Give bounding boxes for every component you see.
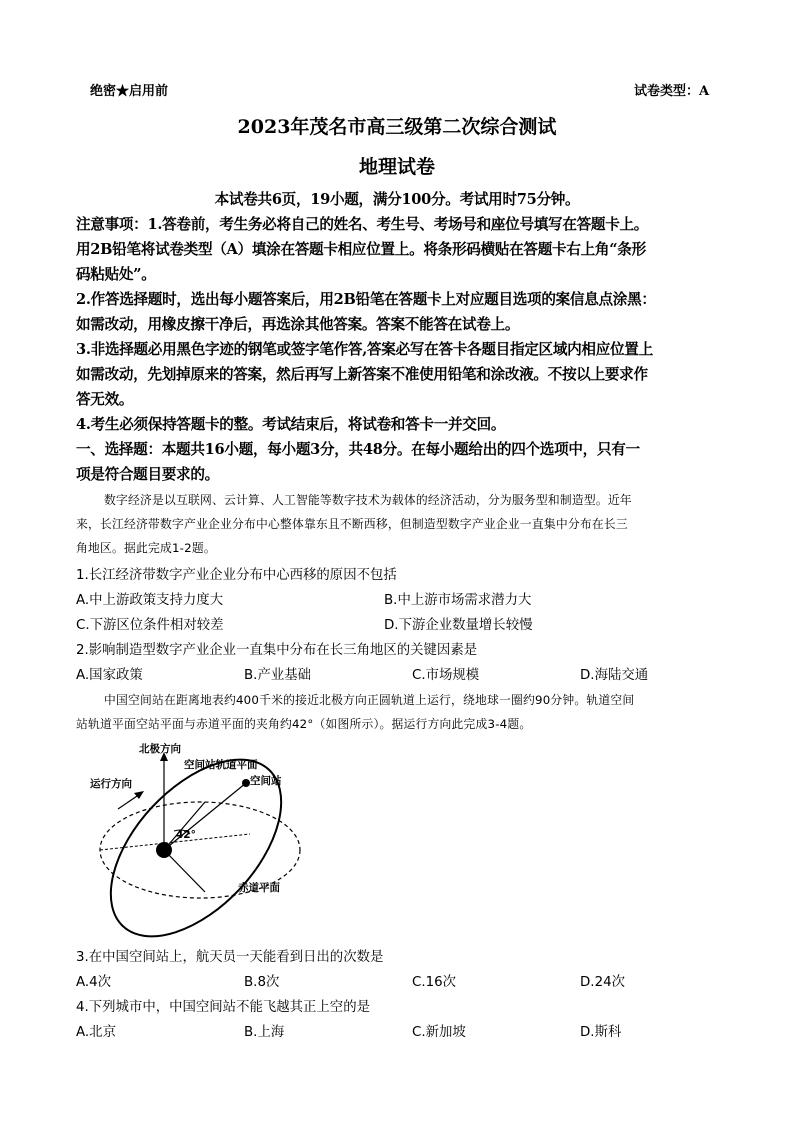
material-line: 数字经济是以互联网、云计算、人工智能等数字技术为载体的经济活动，分为服务型和制造型。近年 xyxy=(104,493,632,507)
exam-title: 2023年茂名市高三级第二次综合测试 xyxy=(237,116,557,138)
section-heading: 一、选择题：本题共16小题，每小题3分，共48分。在每小题给出的四个选项中，只有一 xyxy=(76,441,640,458)
note-line: 如需改动，先划掉原来的答案，然后再写上新答案不准使用铅笔和涂改液。不按以上要求作 xyxy=(76,366,648,383)
option-a[interactable]: A.中上游政策支持力度大 xyxy=(76,593,224,608)
direction-arrow-icon xyxy=(118,794,140,809)
orbit-plane-label: 空间站轨道平面 xyxy=(184,759,258,771)
paper-type-label: 试卷类型：A xyxy=(634,84,710,99)
subject-title: 地理试卷 xyxy=(358,156,435,178)
option-b[interactable]: B.上海 xyxy=(244,1025,285,1040)
earth-icon xyxy=(156,842,172,858)
direction-label: 运行方向 xyxy=(90,778,132,790)
option-a[interactable]: A.北京 xyxy=(76,1025,116,1040)
option-c[interactable]: C.16次 xyxy=(412,975,457,990)
note-line: 2.作答选择题时，选出每小题答案后，用2B铅笔在答题卡上对应题目选项的案信息点涂黑： xyxy=(76,291,656,308)
material-line: 站轨道平面空站平面与赤道平面的夹角约42°（如图所示）。据运行方向此完成3-4题。 xyxy=(76,717,532,731)
question-stem: 1.长江经济带数字产业企业分布中心西移的原因不包括 xyxy=(76,568,397,583)
question-stem: 3.在中国空间站上，航天员一天能看到日出的次数是 xyxy=(76,950,384,965)
option-d[interactable]: D.下游企业数量增长较慢 xyxy=(384,618,533,633)
section-heading: 项是符合题目要求的。 xyxy=(76,466,219,483)
note-line: 用2B铅笔将试卷类型（A）填涂在答题卡相应位置上。将条形码横贴在答题卡右上角“条形 xyxy=(76,241,646,258)
option-c[interactable]: C.市场规模 xyxy=(412,668,480,683)
option-a[interactable]: A.4次 xyxy=(76,975,112,990)
note-line: 3.非选择题必用黑色字迹的钢笔或签字笔作答,答案必写在答卡各题目指定区域内相应位置上 xyxy=(76,341,653,358)
option-d[interactable]: D.斯科 xyxy=(580,1025,622,1040)
note-line: 注意事项：1.答卷前，考生务必将自己的姓名、考生号、考场号和座位号填写在答题卡上。 xyxy=(76,216,649,233)
option-b[interactable]: B.中上游市场需求潜力大 xyxy=(384,593,532,608)
question-stem: 2.影响制造型数字产业企业一直集中分布在长三角地区的关键因素是 xyxy=(76,643,478,658)
orbit-radius-line xyxy=(164,850,205,892)
option-b[interactable]: B.8次 xyxy=(244,975,280,990)
space-station-icon xyxy=(242,779,250,787)
note-line: 如需改动，用橡皮擦干净后，再选涂其他答案。答案不能答在试卷上。 xyxy=(76,316,520,333)
north-direction-label: 北极方向 xyxy=(139,743,181,755)
exam-info: 本试卷共6页，19小题，满分100分。考试用时75分钟。 xyxy=(214,191,580,208)
material-line: 中国空间站在距离地表约400千米的接近北极方向正圆轨道上运行，绕地球一圈约90分钟。轨道空间 xyxy=(104,693,635,707)
material-line: 角地区。据此完成1-2题。 xyxy=(76,541,216,555)
secret-label: 绝密★启用前 xyxy=(90,84,169,99)
option-c[interactable]: C.下游区位条件相对较差 xyxy=(76,618,224,633)
note-line: 答无效。 xyxy=(76,391,134,408)
material-line: 来，长江经济带数字产业企业分布中心整体靠东且不断西移，但制造型数字产业企业一直集中分布在长三 xyxy=(76,517,628,531)
equator-plane-label: 赤道平面 xyxy=(238,882,280,894)
angle-label: 42° xyxy=(176,829,196,841)
option-a[interactable]: A.国家政策 xyxy=(76,668,143,683)
option-c[interactable]: C.新加坡 xyxy=(412,1025,466,1040)
note-line: 4.考生必须保持答题卡的整。考试结束后，将试卷和答卡一并交回。 xyxy=(76,416,506,433)
option-d[interactable]: D.海陆交通 xyxy=(580,668,649,683)
option-b[interactable]: B.产业基础 xyxy=(244,668,312,683)
note-line: 码粘贴处”。 xyxy=(76,266,156,283)
option-d[interactable]: D.24次 xyxy=(580,975,625,990)
question-stem: 4.下列城市中，中国空间站不能飞越其正上空的是 xyxy=(76,1000,370,1015)
space-station-label: 空间站 xyxy=(250,775,282,787)
